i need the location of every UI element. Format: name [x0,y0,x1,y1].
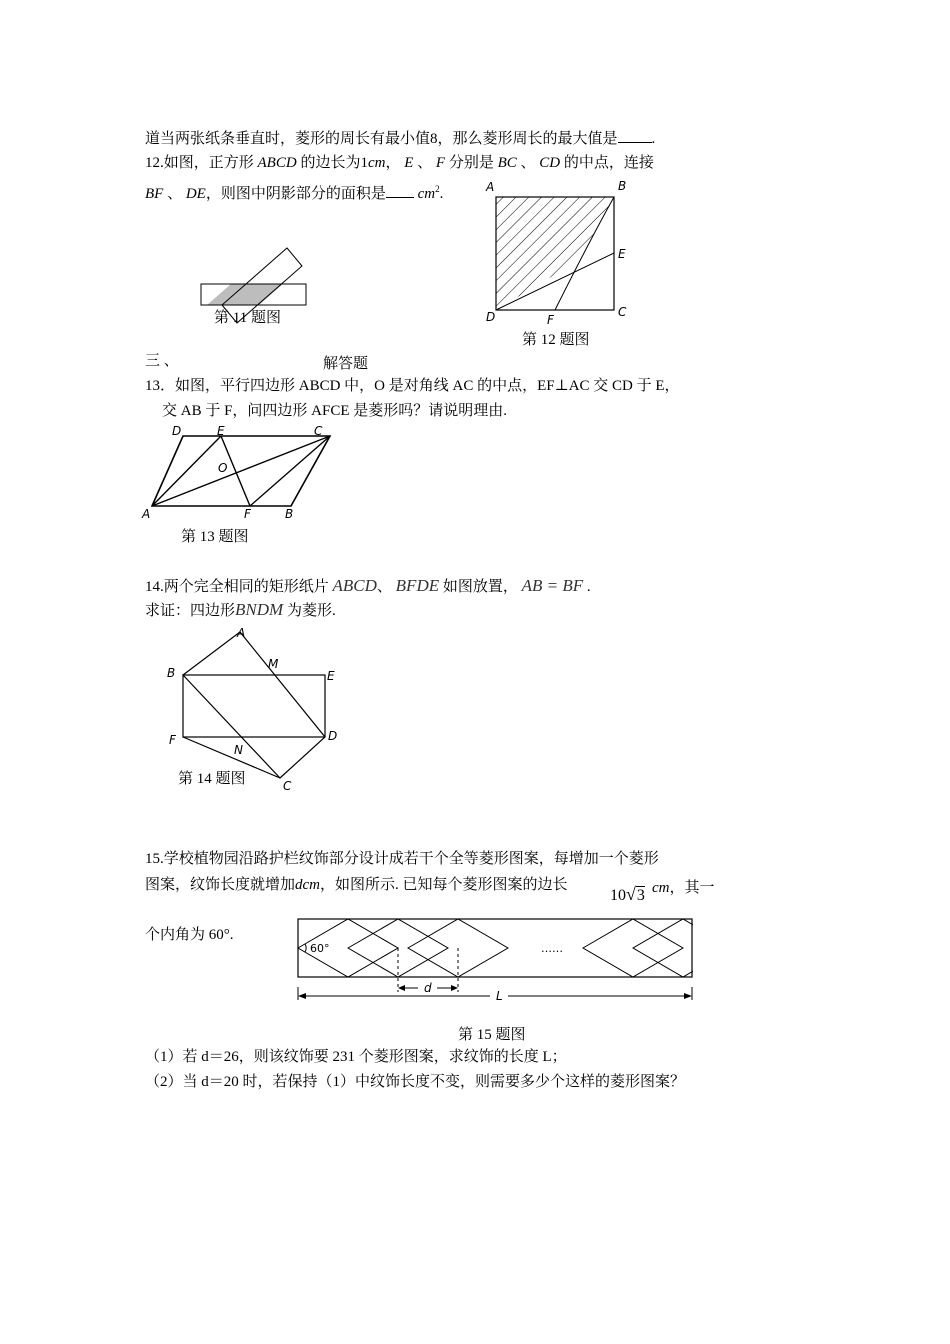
fig13-label-O: O [218,461,228,475]
fig13-label-A: A [142,507,151,521]
q11-tail-line: 道当两张纸条垂直时，菱形的周长有最小值8，那么菱形周长的最大值是 . [145,128,655,148]
fig14-label-E: E [327,669,335,683]
q15-sub1: （1）若 d＝26，则该纹饰要 231 个菱形图案，求纹饰的长度 L； [145,1049,567,1065]
fig12-label-C: C [618,305,627,319]
q15-line1: 15.学校植物园沿路护栏纹饰部分设计成若干个全等菱形图案，每增加一个菱形 [145,851,659,867]
q14-line2: 求证：四边形BNDM 为菱形. [145,600,336,619]
fig14-caption: 第 14 题图 [178,771,246,787]
section-3-heading: 三 、 [145,353,179,369]
fig12-caption: 第 12 题图 [522,332,590,348]
q15-side-length: 10√3 [610,884,645,904]
q15-line2: 图案，纹饰长度就增加dcm，如图所示. 已知每个菱形图案的边长 [145,877,568,893]
fig15-caption: 第 15 题图 [458,1027,526,1043]
fig13-label-C: C [314,424,323,438]
q15-line2-tail: cm，其一 [652,880,715,896]
fig14-label-F: F [169,733,176,747]
fig15-L-arrowhead-right [684,993,692,999]
fig15-d-arrowhead-right [451,985,458,991]
q14-line1: 14.两个完全相同的矩形纸片 ABCD、 BFDE 如图放置， AB = BF . [145,576,591,595]
fig15-angle-label: 60° [310,942,330,955]
q15-sub2: （2）当 d＝20 时，若保持（1）中纹饰长度不变，则需要多少个这样的菱形图案？ [145,1074,686,1090]
fig14-label-B: B [167,666,176,680]
fig15-d-arrowhead-left [398,985,405,991]
fig12-label-D: D [486,310,496,324]
fig14-label-C: C [283,779,292,793]
fig11-caption: 第 11 题图 [214,310,281,326]
fig13-label-B: B [285,507,294,521]
fig12-label-A: A [486,180,495,194]
q13-line1: 13．如图，平行四边形 ABCD 中，O 是对角线 AC 的中点，EF⊥AC 交 CD 于 E， [145,378,680,394]
q15-line3: 个内角为 60°. [145,927,234,943]
fig15-angle-arc [305,944,306,952]
fig15-d-label: d [424,981,432,995]
fig14-label-M: M [268,657,279,671]
fig13-caption: 第 13 题图 [181,529,249,545]
fig14-label-D: D [328,729,338,743]
fig12-label-B: B [618,179,627,193]
q13-line2: 交 AB 于 F，问四边形 AFCE 是菱形吗？请说明理由. [162,403,508,419]
fig13-label-E: E [217,424,225,438]
fig14-label-A: A [237,626,246,640]
fig12-label-E: E [618,247,626,261]
fig14-label-N: N [234,743,243,757]
fig15-ellipsis: …… [541,942,563,955]
q12-line2: BF 、 DE，则图中阴影部分的面积是 $cm^2$. [145,184,444,202]
fig15-L-label: L [496,989,503,1003]
section-3-title: 解答题 [323,356,369,372]
fig15-L-arrowhead-left [298,993,306,999]
fig13-label-D: D [172,424,182,438]
q12-line1: 12.如图，正方形 ABCD 的边长为1cm， E 、 F 分别是 BC 、 CD 的中点，连接 [145,155,654,171]
fig13-label-F: F [244,507,251,521]
fig12-label-F: F [547,313,554,327]
